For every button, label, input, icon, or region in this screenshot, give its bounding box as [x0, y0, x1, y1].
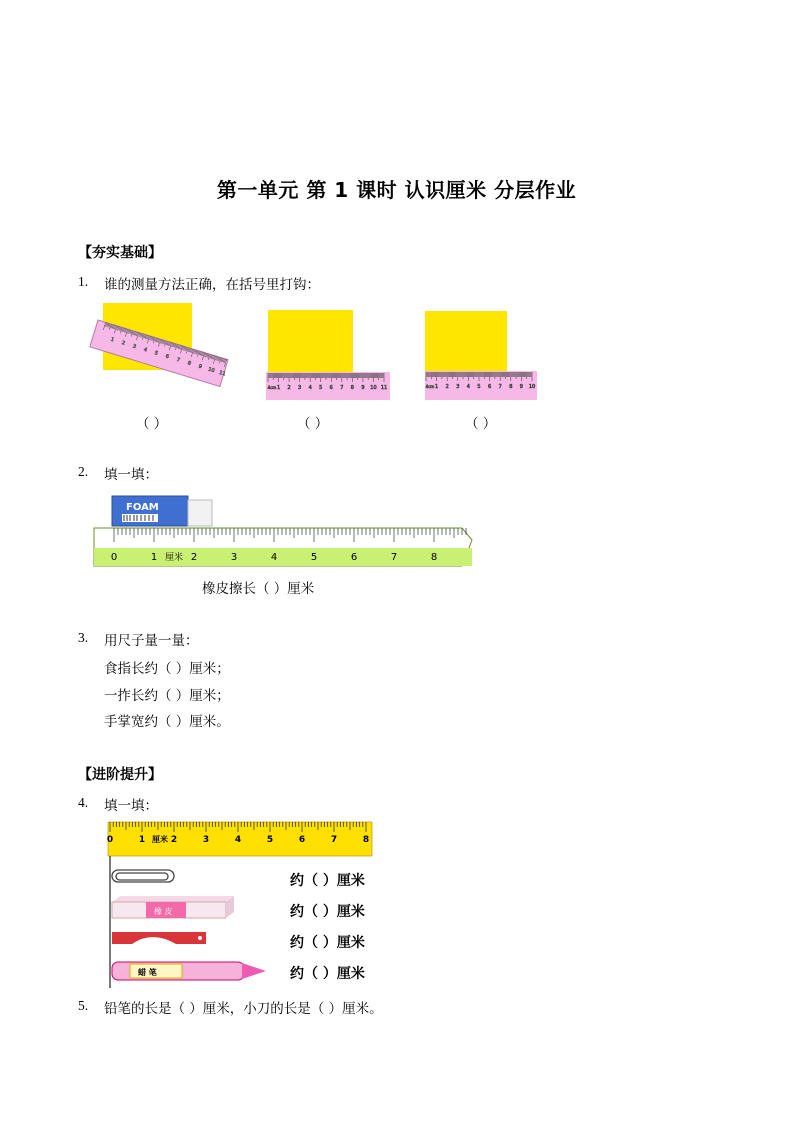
- ruler-number: 3: [230, 552, 238, 563]
- ruler-number: 5: [319, 385, 323, 391]
- ruler-number: 厘米: [152, 835, 168, 844]
- ruler-number: 7: [330, 835, 338, 845]
- measure-line-finger[interactable]: 食指长约（ ）厘米；: [104, 661, 230, 677]
- ruler-number: 6: [350, 552, 358, 563]
- answer-blank-a[interactable]: （ ）: [136, 416, 168, 432]
- eraser-image: [112, 896, 234, 918]
- ruler-number: 8: [430, 552, 438, 563]
- ruler-number: 3: [456, 384, 460, 390]
- ruler-number: 3: [298, 385, 302, 391]
- ruler-number: 8: [186, 360, 192, 367]
- q1-measure-figures: [80, 298, 550, 410]
- ruler-number: 6: [164, 353, 170, 361]
- question-number: 1.: [78, 274, 89, 289]
- ruler-number: 10: [370, 385, 377, 391]
- ruler-number: 4cm: [425, 384, 435, 389]
- crayon-label: 蜡 笔: [138, 968, 157, 977]
- section-heading-advanced: 【进阶提升】: [78, 767, 162, 783]
- ruler-number: 0: [106, 835, 114, 845]
- crayon-image: [112, 962, 266, 980]
- paper-clip-image: [112, 870, 174, 882]
- measure-line-span[interactable]: 一拃长约（ ）厘米；: [104, 688, 230, 704]
- question-number: 5.: [78, 998, 89, 1013]
- ruler-number: 7: [390, 552, 398, 563]
- ruler-number: 4cm: [267, 385, 277, 390]
- answer-row-crayon[interactable]: 约（ ）厘米: [290, 966, 365, 982]
- measure-line-palm[interactable]: 手掌宽约（ ）厘米。: [104, 714, 230, 730]
- ruler-number: 11: [380, 385, 388, 391]
- question-number: 2.: [78, 464, 89, 479]
- ruler-number: 5: [310, 552, 318, 563]
- question-text: 填一填：: [104, 798, 158, 814]
- ruler-number: 7: [175, 356, 181, 364]
- ruler-number: 5: [153, 350, 159, 357]
- answer-blank-b[interactable]: （ ）: [297, 416, 329, 432]
- ruler-number: 11: [218, 369, 227, 378]
- ruler-number: 1: [276, 385, 281, 391]
- eraser-brand: FOAM: [126, 502, 159, 513]
- knife-image: [112, 932, 206, 944]
- question-text: 谁的测量方法正确，在括号里打钩：: [104, 277, 320, 293]
- answer-blank-c[interactable]: （ ）: [465, 416, 497, 432]
- ruler-number: 7: [498, 384, 502, 390]
- ruler-number: 9: [519, 384, 523, 390]
- question-text: 用尺子量一量：: [104, 633, 199, 649]
- ruler-number: 9: [197, 363, 203, 371]
- eraser-label: 橡 皮: [154, 907, 173, 916]
- ruler-number: 0: [110, 552, 118, 563]
- ruler-number: 2: [170, 835, 178, 845]
- ruler-number: 4: [466, 384, 470, 390]
- ruler-number: 3: [202, 835, 210, 845]
- ruler-number: 6: [488, 384, 492, 390]
- ruler-number: 1: [150, 552, 158, 563]
- page-title: 第一单元 第 1 课时 认识厘米 分层作业: [216, 178, 577, 202]
- question-number: 4.: [78, 795, 89, 810]
- ruler-number: 1: [138, 835, 146, 845]
- ruler-number: 10: [207, 366, 216, 375]
- ruler-number: 4: [308, 385, 312, 391]
- section-heading-basic: 【夯实基础】: [78, 245, 162, 261]
- ruler-number: 5: [266, 835, 274, 845]
- ruler-number: 8: [509, 384, 513, 390]
- ruler-number: 1: [109, 336, 115, 344]
- ruler-number: 2: [190, 552, 198, 563]
- ruler-number: 7: [340, 385, 344, 391]
- question-text: 填一填：: [104, 467, 158, 483]
- q2-eraser-ruler: [92, 490, 476, 570]
- yellow-square-c: [425, 311, 507, 371]
- ruler-number: 6: [298, 835, 306, 845]
- ruler-number: 10: [528, 384, 536, 390]
- ruler-number: 8: [350, 385, 354, 391]
- question-number: 3.: [78, 630, 89, 645]
- question-text[interactable]: 铅笔的长是（ ）厘米，小刀的长是（ ）厘米。: [104, 1001, 383, 1017]
- ruler-number: 2: [287, 385, 291, 391]
- ruler-number: 8: [362, 835, 370, 845]
- answer-row-clip[interactable]: 约（ ）厘米: [290, 873, 365, 889]
- ruler-number: 2: [445, 384, 449, 390]
- ruler-number: 4: [270, 552, 278, 563]
- ruler-number: 2: [120, 340, 126, 347]
- ruler-number: 5: [477, 384, 481, 390]
- ruler-number: 1: [435, 384, 439, 390]
- ruler-number: 4: [142, 346, 148, 354]
- answer-line-eraser[interactable]: 橡皮擦长（ ）厘米: [202, 581, 315, 597]
- ruler-number: 4: [234, 835, 242, 845]
- ruler-number: 9: [361, 385, 365, 391]
- eraser-image: [112, 496, 212, 526]
- answer-row-eraser[interactable]: 约（ ）厘米: [290, 904, 365, 920]
- answer-row-knife[interactable]: 约（ ）厘米: [290, 935, 365, 951]
- ruler-number: 3: [131, 343, 137, 351]
- ruler-number: 6: [329, 385, 333, 391]
- ruler-number: 厘米: [164, 553, 184, 563]
- yellow-square-b: [268, 310, 353, 373]
